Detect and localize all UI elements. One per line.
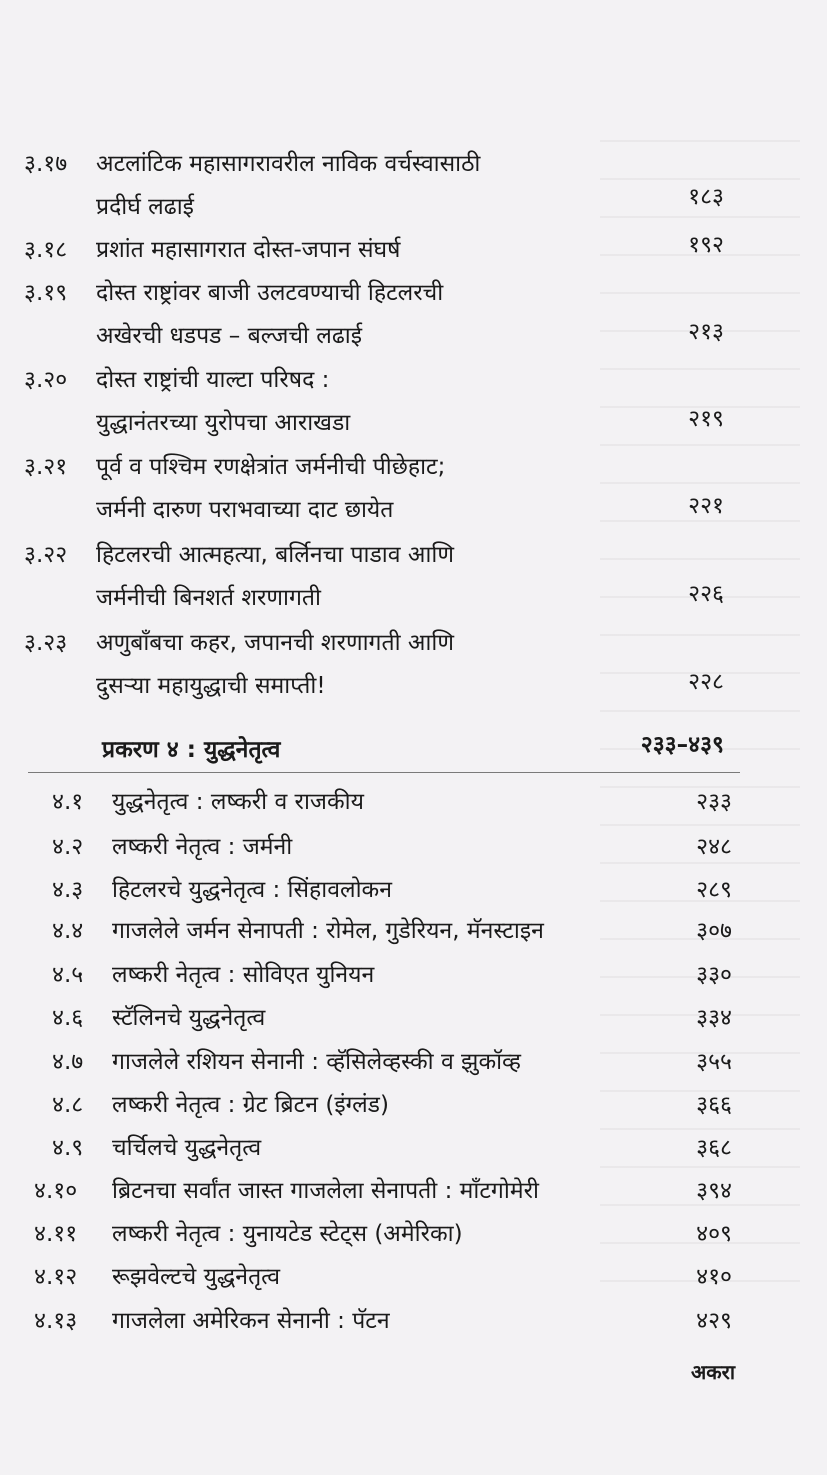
toc-title: हिटलरची आत्महत्या, बर्लिनचा पाडाव आणि: [96, 542, 454, 568]
toc-page-number: १८३: [688, 184, 724, 210]
toc-title-cont: युद्धानंतरच्या युरोपचा आराखडा: [96, 410, 351, 436]
toc-title: हिटलरचे युद्धनेतृत्व : सिंहावलोकन: [112, 877, 392, 903]
toc-title: स्टॅलिनचे युद्धनेतृत्व: [112, 1005, 266, 1031]
toc-title: लष्करी नेतृत्व : सोविएत युनियन: [112, 962, 375, 988]
toc-title: प्रशांत महासागरात दोस्त-जपान संघर्ष: [96, 237, 401, 263]
toc-page-number: ४२९: [696, 1308, 732, 1334]
toc-number: ३.१७: [24, 151, 68, 177]
toc-number: ४.३: [52, 877, 84, 903]
toc-page-number: ३३४: [696, 1005, 732, 1031]
toc-page-number: ३९४: [696, 1178, 732, 1204]
toc-title: गाजलेले जर्मन सेनापती : रोमेल, गुडेरियन, मॅनस्टाइन: [112, 918, 544, 944]
toc-title: युद्धनेतृत्व : लष्करी व राजकीय: [112, 789, 364, 815]
toc-number: ४.१०: [34, 1178, 78, 1204]
toc-title: अणुबाँबचा कहर, जपानची शरणागती आणि: [96, 630, 454, 656]
toc-page-number: २८९: [696, 877, 732, 903]
toc-number: ३.२०: [24, 367, 68, 393]
toc-number: ४.१२: [34, 1264, 78, 1290]
toc-number: ३.२१: [24, 454, 68, 480]
toc-page-number: ४१०: [696, 1264, 732, 1290]
toc-title: लष्करी नेतृत्व : युनायटेड स्टेट्स (अमेरिका): [112, 1221, 463, 1247]
toc-page-number: २२६: [688, 581, 724, 607]
toc-title: लष्करी नेतृत्व : ग्रेट ब्रिटन (इंग्लंड): [112, 1092, 389, 1118]
toc-number: ४.१: [52, 789, 84, 815]
toc-title: अटलांटिक महासागरावरील नाविक वर्चस्वासाठी: [96, 151, 481, 177]
toc-title: पूर्व व पश्चिम रणक्षेत्रांत जर्मनीची पीछेहाट;: [96, 454, 446, 480]
toc-title: गाजलेला अमेरिकन सेनानी : पॅटन: [112, 1308, 390, 1334]
toc-title: लष्करी नेतृत्व : जर्मनी: [112, 834, 293, 860]
page-footer-number: अकरा: [691, 1360, 735, 1384]
toc-page-number: ३०७: [696, 918, 732, 944]
toc-number: ४.१३: [34, 1308, 78, 1334]
toc-page-number: ३६८: [696, 1135, 732, 1161]
toc-title: गाजलेले रशियन सेनानी : व्हॅसिलेव्हस्की व झुकॉव्ह: [112, 1049, 521, 1075]
toc-title: दोस्त राष्ट्रांची याल्टा परिषद :: [96, 367, 330, 393]
toc-title: रूझवेल्टचे युद्धनेतृत्व: [112, 1264, 281, 1290]
toc-title-cont: जर्मनी दारुण पराभवाच्या दाट छायेत: [96, 497, 394, 523]
toc-page-number: ३६६: [696, 1092, 732, 1118]
toc-page-number: २३३: [696, 789, 732, 815]
chapter-page-range: २३३–४३९: [640, 732, 724, 758]
chapter-heading: प्रकरण ४ : युद्धनेतृत्व: [102, 737, 281, 763]
toc-page-number: ३५५: [696, 1049, 732, 1075]
toc-number: ४.५: [52, 962, 84, 988]
toc-title-cont: जर्मनीची बिनशर्त शरणागती: [96, 585, 321, 611]
toc-title-cont: अखेरची धडपड – बल्जची लढाई: [96, 323, 363, 349]
toc-number: ४.२: [52, 834, 84, 860]
toc-number: ३.२३: [24, 630, 68, 656]
toc-page-number: २२१: [688, 493, 724, 519]
toc-number: ४.४: [52, 918, 84, 944]
toc-title: ब्रिटनचा सर्वांत जास्त गाजलेला सेनापती : माँटगोमेरी: [112, 1178, 539, 1204]
toc-page-number: ४०९: [696, 1221, 732, 1247]
divider: [28, 772, 740, 773]
toc-number: ४.९: [52, 1135, 84, 1161]
toc-page-number: २२८: [688, 669, 724, 695]
toc-title: दोस्त राष्ट्रांवर बाजी उलटवण्याची हिटलरची: [96, 280, 444, 306]
toc-page-number: २१९: [688, 406, 724, 432]
toc-number: ३.१९: [24, 280, 68, 306]
toc-number: ४.११: [34, 1221, 78, 1247]
toc-title-cont: प्रदीर्घ लढाई: [96, 194, 194, 220]
toc-title: चर्चिलचे युद्धनेतृत्व: [112, 1135, 262, 1161]
toc-number: ४.७: [52, 1049, 84, 1075]
toc-number: ४.८: [52, 1092, 84, 1118]
toc-number: ३.२२: [24, 542, 68, 568]
toc-title-cont: दुसऱ्या महायुद्धाची समाप्ती!: [96, 673, 326, 699]
toc-number: ३.१८: [24, 237, 68, 263]
toc-page-number: २४८: [696, 834, 732, 860]
toc-page-number: ३३०: [696, 962, 732, 988]
toc-page-number: १९२: [688, 232, 724, 258]
toc-number: ४.६: [52, 1005, 84, 1031]
toc-page-number: २१३: [688, 319, 724, 345]
